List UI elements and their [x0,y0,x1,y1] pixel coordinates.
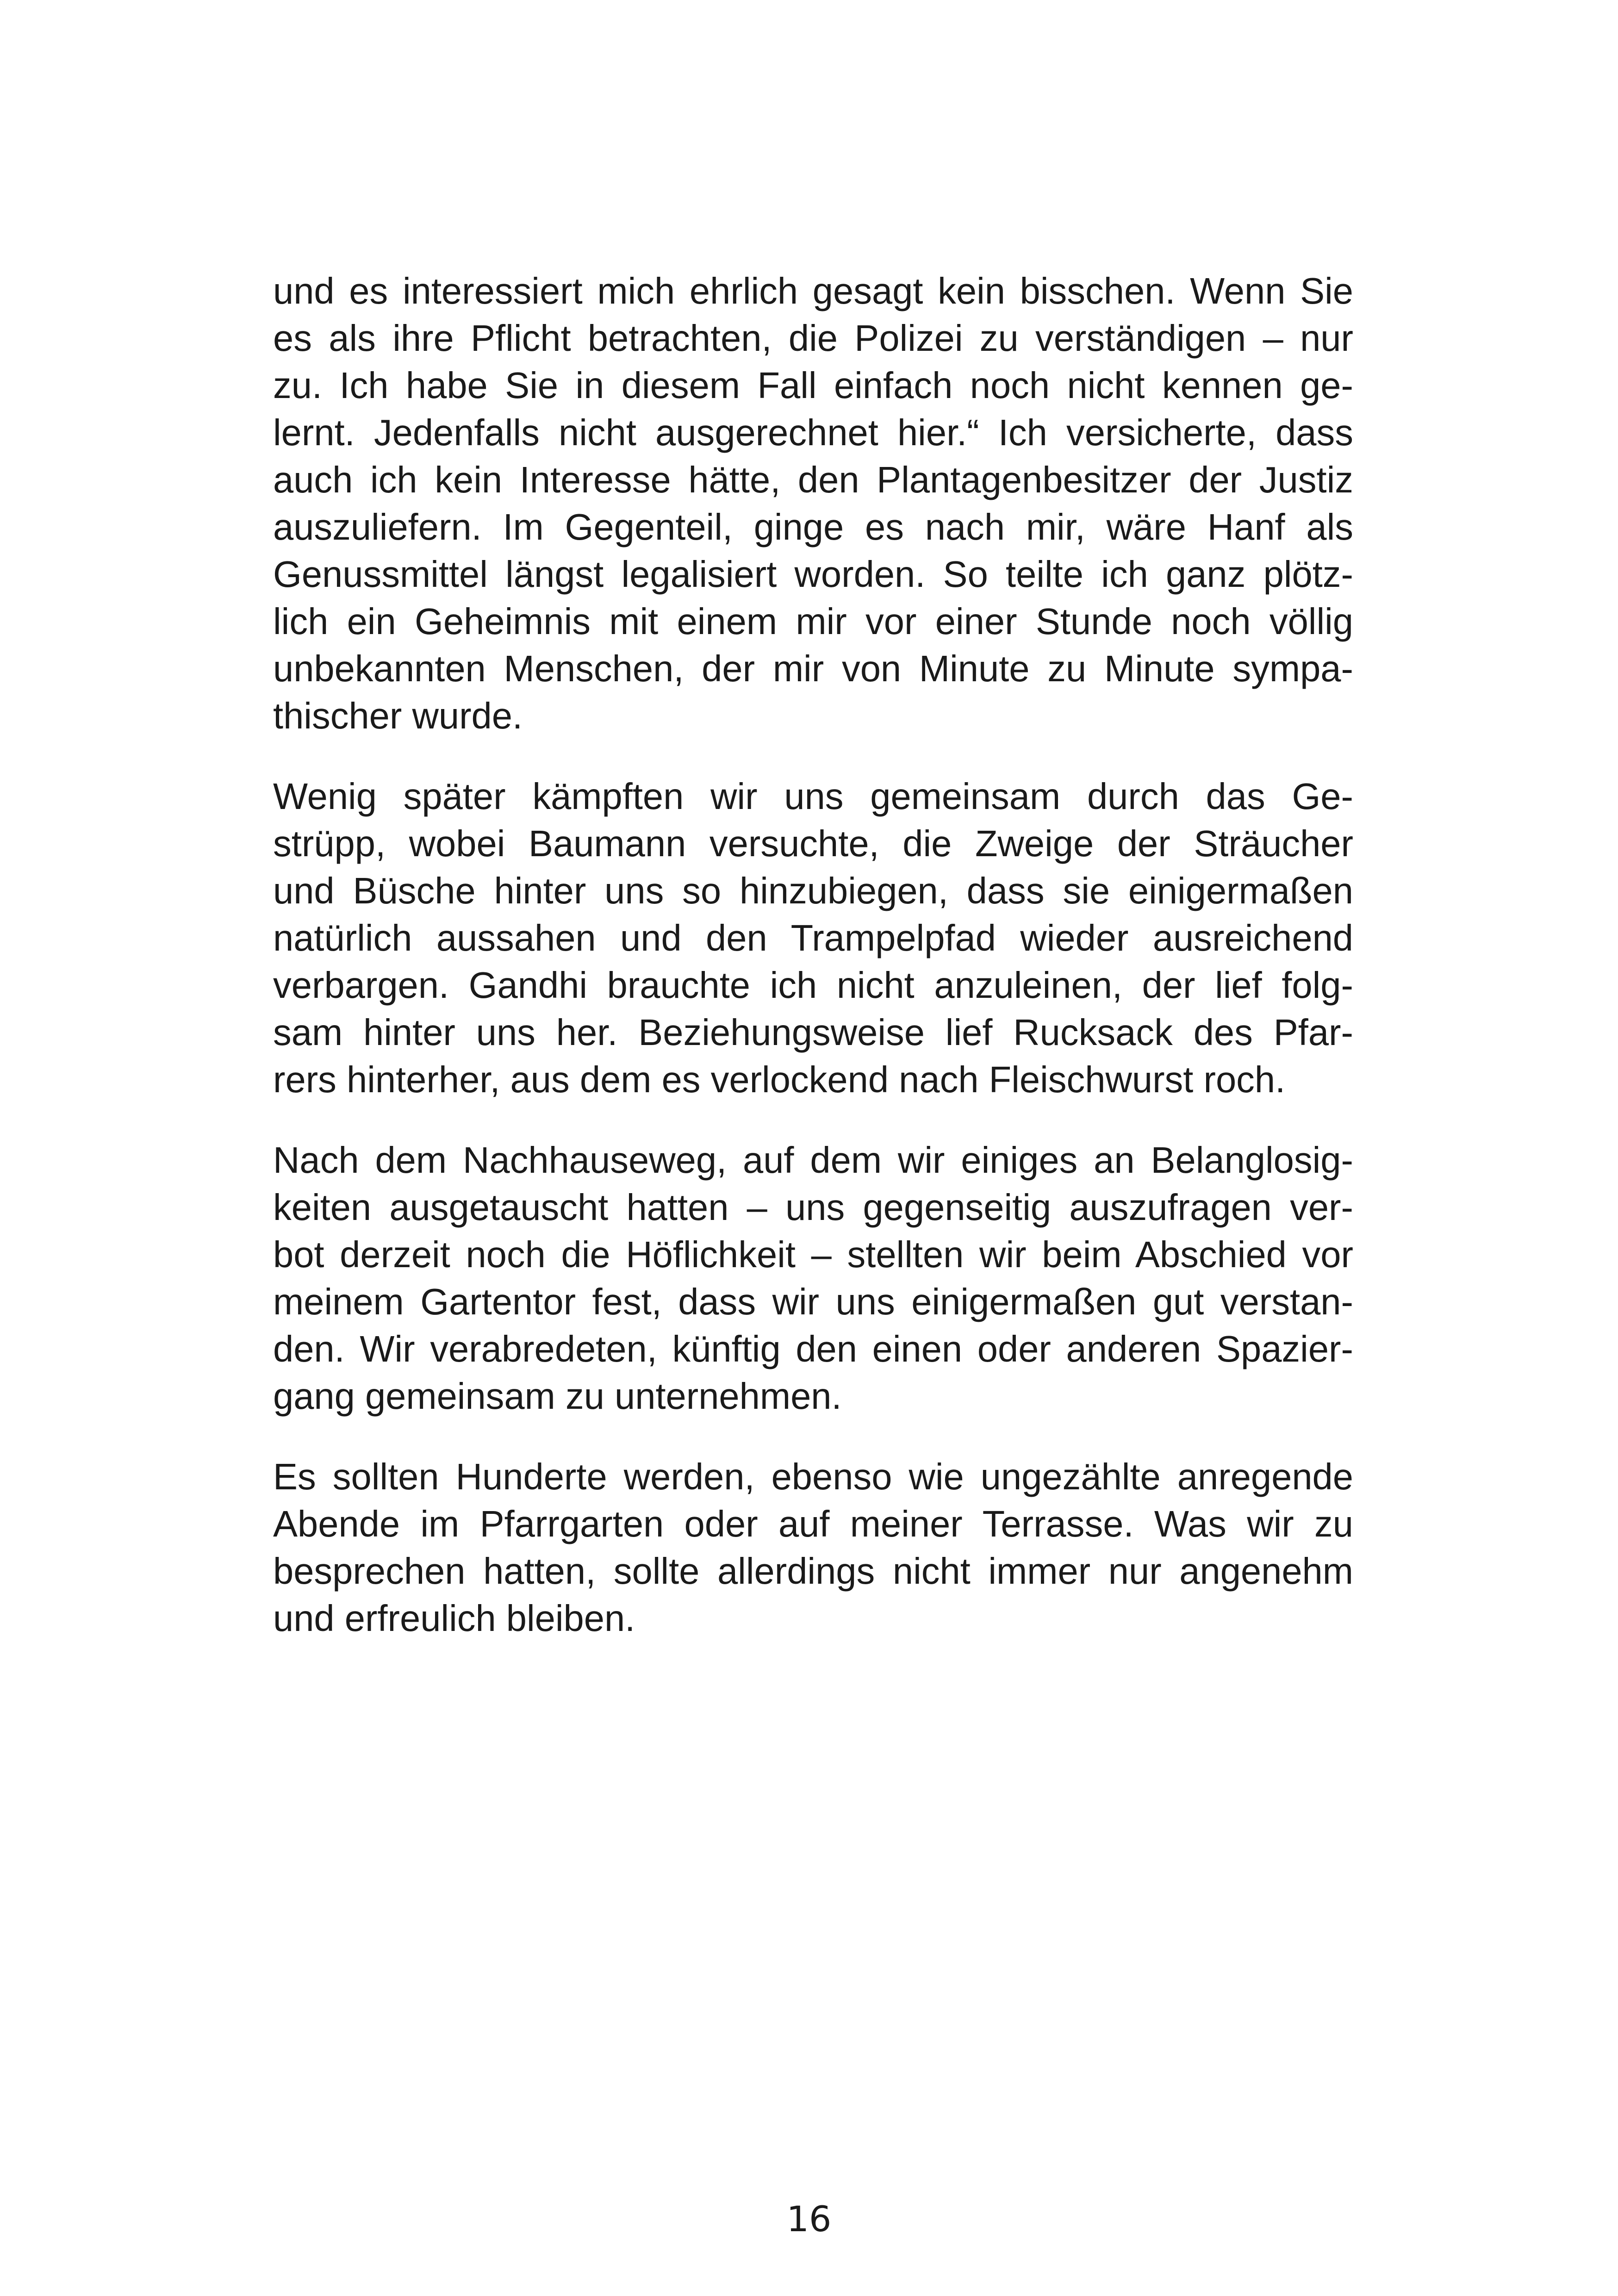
text-line: thischer wurde. [273,695,523,736]
text-line: und es interessiert mich ehrlich gesagt kein bisschen. Wenn Sie [273,270,1353,311]
text-line: zu. Ich habe Sie in diesem Fall einfach noch nicht kennen ge- [273,365,1353,406]
page-number: 16 [786,2198,832,2240]
text-line: meinem Gartentor fest, dass wir uns einigermaßen gut verstan- [273,1281,1353,1322]
text-line: besprechen hatten, sollte allerdings nicht immer nur angenehm [273,1550,1353,1592]
paragraph-2 [273,773,1353,1103]
text-line: strüpp, wobei Baumann versuchte, die Zweige der Sträucher [273,823,1353,864]
body-text [273,268,1353,1675]
text-line: gang gemeinsam zu unternehmen. [273,1375,842,1417]
text-line: lernt. Jedenfalls nicht ausgerechnet hier.“ Ich versicherte, dass [273,412,1353,453]
text-line: und erfreulich bleiben. [273,1598,635,1639]
text-line: verbargen. Gandhi brauchte ich nicht anzuleinen, der lief folg- [273,964,1353,1006]
text-line: bot derzeit noch die Höflichkeit – stellten wir beim Abschied vor [273,1234,1353,1275]
text-line: auszuliefern. Im Gegenteil, ginge es nach mir, wäre Hanf als [273,506,1353,548]
text-line: rers hinterher, aus dem es verlockend nach Fleischwurst roch. [273,1059,1286,1100]
text-line: den. Wir verabredeten, künftig den einen oder anderen Spazier- [273,1328,1353,1369]
text-line: unbekannten Menschen, der mir von Minute zu Minute sympa- [273,648,1353,689]
text-line: und Büsche hinter uns so hinzubiegen, dass sie einigermaßen [273,870,1353,911]
paragraph-1 [273,268,1353,740]
text-line: sam hinter uns her. Beziehungsweise lief Rucksack des Pfar- [273,1012,1353,1053]
text-line: es als ihre Pflicht betrachten, die Polizei zu verständigen – nur [273,317,1353,359]
paragraph-3 [273,1137,1353,1420]
text-line: Genussmittel längst legalisiert worden. So teilte ich ganz plötz- [273,554,1353,595]
text-line: natürlich aussahen und den Trampelpfad wieder ausreichend [273,917,1353,958]
paragraph-4 [273,1453,1353,1642]
text-line: Wenig später kämpften wir uns gemeinsam durch das Ge- [273,776,1353,817]
text-line: Abende im Pfarrgarten oder auf meiner Terrasse. Was wir zu [273,1503,1353,1544]
text-line: keiten ausgetauscht hatten – uns gegenseitig auszufragen ver- [273,1187,1353,1228]
text-line: Nach dem Nachhauseweg, auf dem wir einiges an Belanglosig- [273,1139,1353,1181]
text-line: auch ich kein Interesse hätte, den Plantagenbesitzer der Justiz [273,459,1353,500]
text-line: Es sollten Hunderte werden, ebenso wie ungezählte anregende [273,1456,1353,1497]
text-line: lich ein Geheimnis mit einem mir vor einer Stunde noch völlig [273,601,1353,642]
